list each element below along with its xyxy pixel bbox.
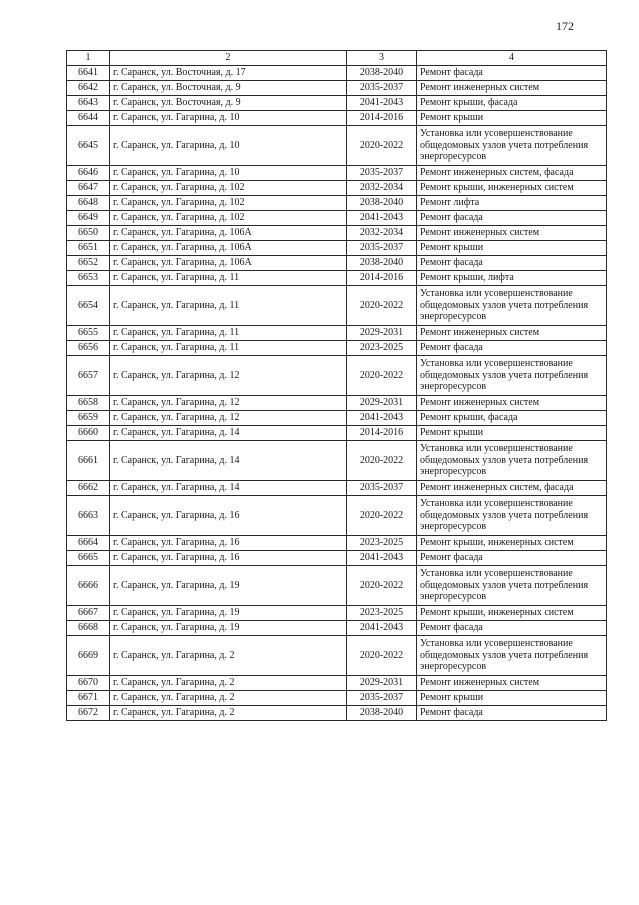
row-number-cell: 6668 — [67, 621, 110, 636]
table-row — [67, 226, 607, 241]
row-number-cell: 6648 — [67, 196, 110, 211]
row-number-cell: 6665 — [67, 551, 110, 566]
work-type-cell: Ремонт инженерных систем — [417, 396, 607, 411]
period-cell: 2038-2040 — [347, 66, 417, 81]
period-cell: 2020-2022 — [347, 636, 417, 676]
address-cell: г. Саранск, ул. Гагарина, д. 19 — [110, 606, 347, 621]
period-cell: 2029-2031 — [347, 326, 417, 341]
period-cell: 2023-2025 — [347, 341, 417, 356]
table-row — [67, 536, 607, 551]
row-number-cell: 6645 — [67, 126, 110, 166]
work-type-cell: Ремонт фасада — [417, 706, 607, 721]
work-type-cell: Ремонт лифта — [417, 196, 607, 211]
row-number-cell: 6653 — [67, 271, 110, 286]
address-cell: г. Саранск, ул. Гагарина, д. 19 — [110, 621, 347, 636]
address-cell: г. Саранск, ул. Гагарина, д. 11 — [110, 271, 347, 286]
address-cell: г. Саранск, ул. Гагарина, д. 10 — [110, 111, 347, 126]
row-number-cell: 6657 — [67, 356, 110, 396]
work-type-cell: Ремонт инженерных систем — [417, 226, 607, 241]
row-number-cell: 6655 — [67, 326, 110, 341]
table-row — [67, 606, 607, 621]
work-type-cell: Ремонт крыши, инженерных систем — [417, 606, 607, 621]
work-type-cell: Установка или усовершенствование общедомовых узлов учета потребления энергоресурсов — [417, 636, 607, 676]
table-row — [67, 196, 607, 211]
period-cell: 2014-2016 — [347, 271, 417, 286]
work-type-cell: Ремонт фасада — [417, 211, 607, 226]
address-cell: г. Саранск, ул. Гагарина, д. 10 — [110, 166, 347, 181]
work-type-cell: Ремонт инженерных систем — [417, 81, 607, 96]
work-type-cell: Ремонт крыши, лифта — [417, 271, 607, 286]
table-row — [67, 111, 607, 126]
address-cell: г. Саранск, ул. Гагарина, д. 2 — [110, 691, 347, 706]
address-cell: г. Саранск, ул. Гагарина, д. 16 — [110, 496, 347, 536]
repair-schedule-table — [66, 50, 607, 721]
period-cell: 2029-2031 — [347, 676, 417, 691]
work-type-cell: Ремонт фасада — [417, 66, 607, 81]
table-row — [67, 271, 607, 286]
table-row — [67, 496, 607, 536]
period-cell: 2029-2031 — [347, 396, 417, 411]
row-number-cell: 6641 — [67, 66, 110, 81]
row-number-cell: 6656 — [67, 341, 110, 356]
work-type-cell: Ремонт инженерных систем, фасада — [417, 166, 607, 181]
period-cell: 2020-2022 — [347, 566, 417, 606]
work-type-cell: Установка или усовершенствование общедомовых узлов учета потребления энергоресурсов — [417, 126, 607, 166]
period-cell: 2035-2037 — [347, 81, 417, 96]
table-row — [67, 676, 607, 691]
period-cell: 2035-2037 — [347, 241, 417, 256]
address-cell: г. Саранск, ул. Гагарина, д. 16 — [110, 551, 347, 566]
row-number-cell: 6661 — [67, 441, 110, 481]
period-cell: 2020-2022 — [347, 496, 417, 536]
column-header-3: 3 — [347, 51, 417, 66]
work-type-cell: Ремонт крыши — [417, 241, 607, 256]
work-type-cell: Ремонт фасада — [417, 341, 607, 356]
table-row — [67, 396, 607, 411]
work-type-cell: Установка или усовершенствование общедомовых узлов учета потребления энергоресурсов — [417, 566, 607, 606]
period-cell: 2020-2022 — [347, 286, 417, 326]
address-cell: г. Саранск, ул. Гагарина, д. 14 — [110, 426, 347, 441]
work-type-cell: Установка или усовершенствование общедомовых узлов учета потребления энергоресурсов — [417, 286, 607, 326]
table-row — [67, 691, 607, 706]
work-type-cell: Ремонт крыши, фасада — [417, 96, 607, 111]
row-number-cell: 6651 — [67, 241, 110, 256]
period-cell: 2038-2040 — [347, 196, 417, 211]
period-cell: 2041-2043 — [347, 621, 417, 636]
column-header-2: 2 — [110, 51, 347, 66]
period-cell: 2020-2022 — [347, 441, 417, 481]
work-type-cell: Ремонт фасада — [417, 551, 607, 566]
address-cell: г. Саранск, ул. Гагарина, д. 11 — [110, 286, 347, 326]
table-row — [67, 241, 607, 256]
period-cell: 2035-2037 — [347, 166, 417, 181]
table-header-row — [67, 51, 607, 66]
address-cell: г. Саранск, ул. Гагарина, д. 102 — [110, 181, 347, 196]
table-row — [67, 566, 607, 606]
address-cell: г. Саранск, ул. Гагарина, д. 19 — [110, 566, 347, 606]
work-type-cell: Ремонт инженерных систем — [417, 326, 607, 341]
work-type-cell: Ремонт инженерных систем — [417, 676, 607, 691]
table-row — [67, 426, 607, 441]
period-cell: 2041-2043 — [347, 551, 417, 566]
row-number-cell: 6646 — [67, 166, 110, 181]
page-number: 172 — [556, 19, 574, 33]
address-cell: г. Саранск, ул. Восточная, д. 17 — [110, 66, 347, 81]
period-cell: 2023-2025 — [347, 606, 417, 621]
work-type-cell: Ремонт инженерных систем, фасада — [417, 481, 607, 496]
period-cell: 2014-2016 — [347, 426, 417, 441]
address-cell: г. Саранск, ул. Гагарина, д. 2 — [110, 676, 347, 691]
address-cell: г. Саранск, ул. Гагарина, д. 11 — [110, 341, 347, 356]
address-cell: г. Саранск, ул. Гагарина, д. 106А — [110, 256, 347, 271]
table-row — [67, 286, 607, 326]
table-row — [67, 66, 607, 81]
column-header-1: 1 — [67, 51, 110, 66]
address-cell: г. Саранск, ул. Гагарина, д. 102 — [110, 211, 347, 226]
address-cell: г. Саранск, ул. Гагарина, д. 106А — [110, 226, 347, 241]
row-number-cell: 6659 — [67, 411, 110, 426]
address-cell: г. Саранск, ул. Гагарина, д. 16 — [110, 536, 347, 551]
table-row — [67, 636, 607, 676]
period-cell: 2014-2016 — [347, 111, 417, 126]
table-row — [67, 341, 607, 356]
period-cell: 2020-2022 — [347, 356, 417, 396]
table-row — [67, 181, 607, 196]
table-row — [67, 81, 607, 96]
address-cell: г. Саранск, ул. Гагарина, д. 2 — [110, 706, 347, 721]
row-number-cell: 6654 — [67, 286, 110, 326]
work-type-cell: Ремонт крыши, инженерных систем — [417, 181, 607, 196]
period-cell: 2038-2040 — [347, 256, 417, 271]
table-row — [67, 356, 607, 396]
work-type-cell: Установка или усовершенствование общедомовых узлов учета потребления энергоресурсов — [417, 356, 607, 396]
work-type-cell: Ремонт крыши — [417, 691, 607, 706]
table-row — [67, 211, 607, 226]
row-number-cell: 6650 — [67, 226, 110, 241]
address-cell: г. Саранск, ул. Гагарина, д. 14 — [110, 441, 347, 481]
work-type-cell: Установка или усовершенствование общедомовых узлов учета потребления энергоресурсов — [417, 496, 607, 536]
address-cell: г. Саранск, ул. Гагарина, д. 106А — [110, 241, 347, 256]
row-number-cell: 6669 — [67, 636, 110, 676]
row-number-cell: 6644 — [67, 111, 110, 126]
row-number-cell: 6664 — [67, 536, 110, 551]
work-type-cell: Установка или усовершенствование общедомовых узлов учета потребления энергоресурсов — [417, 441, 607, 481]
period-cell: 2023-2025 — [347, 536, 417, 551]
address-cell: г. Саранск, ул. Гагарина, д. 14 — [110, 481, 347, 496]
address-cell: г. Саранск, ул. Гагарина, д. 12 — [110, 411, 347, 426]
table-row — [67, 326, 607, 341]
row-number-cell: 6662 — [67, 481, 110, 496]
table-row — [67, 621, 607, 636]
address-cell: г. Саранск, ул. Гагарина, д. 102 — [110, 196, 347, 211]
work-type-cell: Ремонт фасада — [417, 256, 607, 271]
work-type-cell: Ремонт крыши — [417, 111, 607, 126]
work-type-cell: Ремонт крыши, фасада — [417, 411, 607, 426]
table-row — [67, 441, 607, 481]
period-cell: 2020-2022 — [347, 126, 417, 166]
period-cell: 2041-2043 — [347, 211, 417, 226]
row-number-cell: 6658 — [67, 396, 110, 411]
address-cell: г. Саранск, ул. Восточная, д. 9 — [110, 81, 347, 96]
row-number-cell: 6667 — [67, 606, 110, 621]
row-number-cell: 6642 — [67, 81, 110, 96]
row-number-cell: 6666 — [67, 566, 110, 606]
row-number-cell: 6649 — [67, 211, 110, 226]
work-type-cell: Ремонт фасада — [417, 621, 607, 636]
row-number-cell: 6663 — [67, 496, 110, 536]
row-number-cell: 6670 — [67, 676, 110, 691]
row-number-cell: 6647 — [67, 181, 110, 196]
table-row — [67, 481, 607, 496]
address-cell: г. Саранск, ул. Гагарина, д. 10 — [110, 126, 347, 166]
address-cell: г. Саранск, ул. Гагарина, д. 12 — [110, 356, 347, 396]
period-cell: 2038-2040 — [347, 706, 417, 721]
row-number-cell: 6652 — [67, 256, 110, 271]
address-cell: г. Саранск, ул. Восточная, д. 9 — [110, 96, 347, 111]
period-cell: 2035-2037 — [347, 481, 417, 496]
table-row — [67, 411, 607, 426]
work-type-cell: Ремонт крыши, инженерных систем — [417, 536, 607, 551]
period-cell: 2032-2034 — [347, 226, 417, 241]
table-row — [67, 126, 607, 166]
period-cell: 2035-2037 — [347, 691, 417, 706]
period-cell: 2041-2043 — [347, 96, 417, 111]
table-row — [67, 96, 607, 111]
table-row — [67, 551, 607, 566]
address-cell: г. Саранск, ул. Гагарина, д. 2 — [110, 636, 347, 676]
address-cell: г. Саранск, ул. Гагарина, д. 12 — [110, 396, 347, 411]
column-header-4: 4 — [417, 51, 607, 66]
period-cell: 2041-2043 — [347, 411, 417, 426]
table-row — [67, 256, 607, 271]
row-number-cell: 6671 — [67, 691, 110, 706]
row-number-cell: 6643 — [67, 96, 110, 111]
table-body — [67, 66, 607, 721]
work-type-cell: Ремонт крыши — [417, 426, 607, 441]
period-cell: 2032-2034 — [347, 181, 417, 196]
table-row — [67, 166, 607, 181]
row-number-cell: 6660 — [67, 426, 110, 441]
row-number-cell: 6672 — [67, 706, 110, 721]
table-row — [67, 706, 607, 721]
address-cell: г. Саранск, ул. Гагарина, д. 11 — [110, 326, 347, 341]
